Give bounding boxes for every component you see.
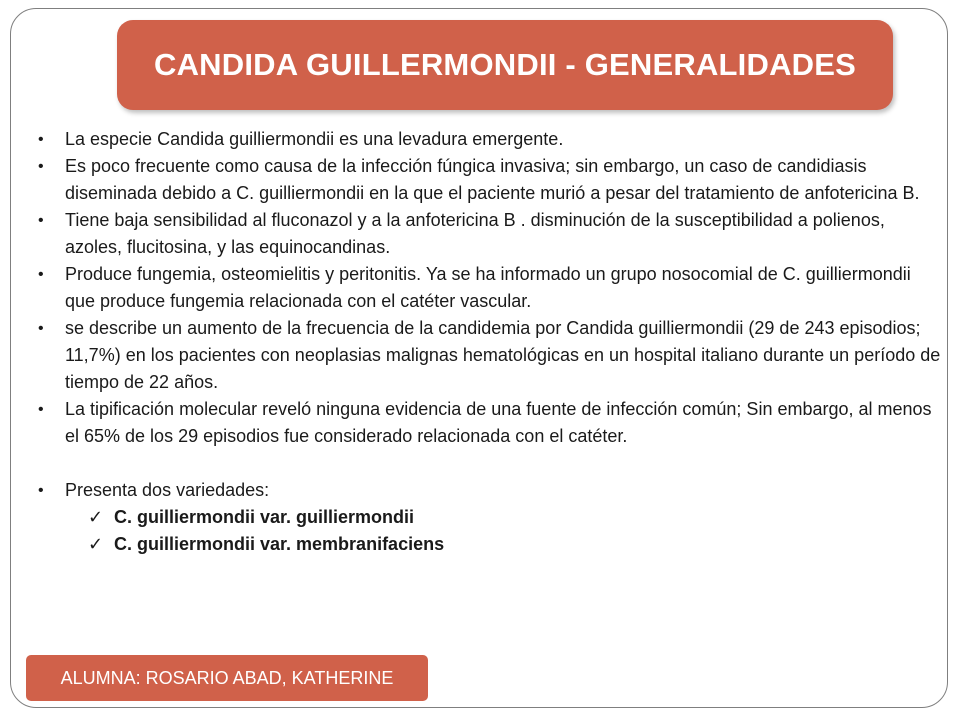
slide-content xyxy=(38,126,943,558)
variety-text: C. guilliermondii var. membranifaciens xyxy=(114,534,445,554)
bullet-item xyxy=(38,477,943,504)
bullet-text: La especie Candida guilliermondii es una levadura emergente. xyxy=(65,129,564,149)
bullet-item xyxy=(38,261,943,315)
variety-items xyxy=(38,504,943,558)
bullet-item xyxy=(38,207,943,261)
variety-text: C. guilliermondii var. guilliermondii xyxy=(114,507,415,527)
student-name: ALUMNA: ROSARIO ABAD, KATHERINE xyxy=(60,667,394,688)
checkmark-icon: ✓ xyxy=(88,507,104,527)
bullet-icon: • xyxy=(38,482,44,499)
student-banner xyxy=(26,655,428,701)
bullet-text: se describe un aumento de la frecuencia de la candidemia por Candida guilliermondii (29 de 243 episodios; 11,7%) en los pacientes con neoplasias malignas hematológicas en un hospital italiano durante un período de tiempo de 22 años. xyxy=(65,318,941,392)
bullet-item xyxy=(38,153,943,207)
bullet-text: Es poco frecuente como causa de la infección fúngica invasiva; sin embargo, un caso de candidiasis diseminada debido a C. guilliermondii en la que el paciente murió a pesar del tratamiento de anfotericina B. xyxy=(65,156,920,203)
bullet-icon: • xyxy=(38,320,44,337)
varieties-intro: Presenta dos variedades: xyxy=(65,480,270,500)
slide-title: CANDIDA GUILLERMONDII - GENERALIDADES xyxy=(153,47,857,82)
bullet-icon: • xyxy=(38,158,44,175)
title-banner xyxy=(117,20,893,110)
bullet-icon: • xyxy=(38,266,44,283)
bullet-item xyxy=(38,396,943,450)
bullet-icon: • xyxy=(38,131,44,148)
checkmark-icon: ✓ xyxy=(88,534,104,554)
variety-item xyxy=(88,531,943,558)
bullet-list xyxy=(38,126,943,450)
bullet-text: Produce fungemia, osteomielitis y peritonitis. Ya se ha informado un grupo nosocomial de C. guilliermondii que produce fungemia relacionada con el catéter vascular. xyxy=(65,264,911,311)
bullet-text: La tipificación molecular reveló ninguna evidencia de una fuente de infección común; Sin embargo, al menos el 65% de los 29 episodios fue considerado relacionada con el catéter. xyxy=(65,399,932,446)
bullet-icon: • xyxy=(38,401,44,418)
bullet-item xyxy=(38,315,943,396)
variety-item xyxy=(88,504,943,531)
bullet-text: Tiene baja sensibilidad al fluconazol y a la anfotericina B . disminución de la susceptibilidad a polienos, azoles, flucitosina, y las equinocandinas. xyxy=(65,210,885,257)
varieties-list xyxy=(38,477,943,504)
bullet-icon: • xyxy=(38,212,44,229)
bullet-item xyxy=(38,126,943,153)
spacer xyxy=(38,450,943,477)
